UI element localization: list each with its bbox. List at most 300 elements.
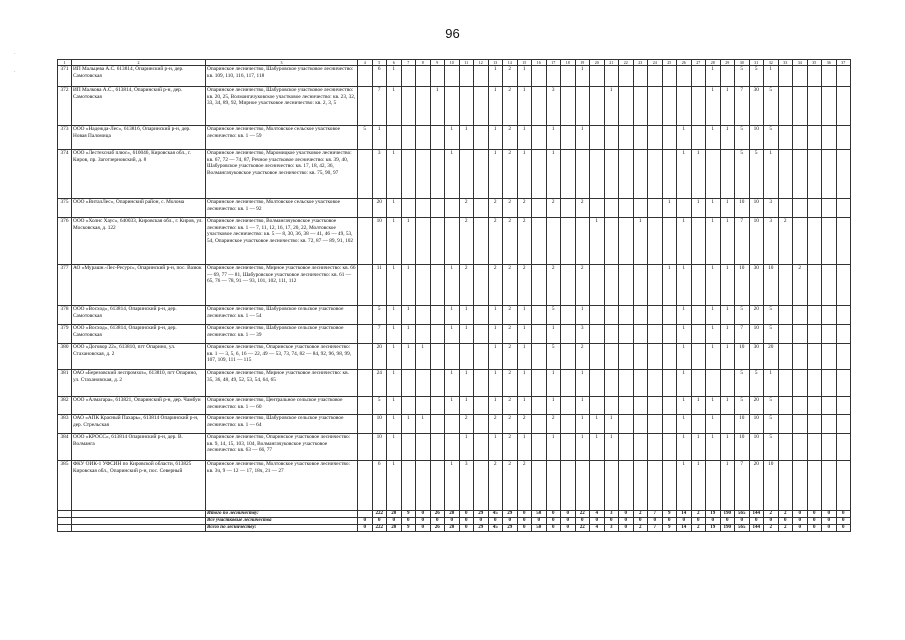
value-cell xyxy=(662,344,677,370)
value-cell: 1 xyxy=(764,66,779,87)
column-number-cell: 26 xyxy=(677,60,692,66)
value-cell xyxy=(807,218,822,265)
value-cell xyxy=(430,306,445,325)
value-cell xyxy=(807,150,822,199)
value-cell: 5 xyxy=(372,397,387,415)
value-cell xyxy=(633,199,648,218)
value-cell xyxy=(474,344,489,370)
value-cell xyxy=(532,344,547,370)
value-cell: 5 xyxy=(764,325,779,344)
value-cell xyxy=(720,415,735,434)
value-cell xyxy=(793,199,808,218)
value-cell xyxy=(648,415,663,434)
column-number-cell: 35 xyxy=(807,60,822,66)
value-cell: 1 xyxy=(590,218,605,265)
table-row xyxy=(58,461,851,511)
row-number-cell: 375 xyxy=(58,199,72,218)
totals-value-cell: 0 xyxy=(822,518,837,525)
value-cell xyxy=(807,370,822,397)
value-cell xyxy=(604,218,619,265)
value-cell xyxy=(561,199,576,218)
column-number-cell: 34 xyxy=(793,60,808,66)
value-cell xyxy=(358,87,373,126)
value-cell: 1 xyxy=(459,306,474,325)
value-cell xyxy=(619,415,634,434)
value-cell xyxy=(633,265,648,306)
value-cell: 10 xyxy=(735,265,750,306)
value-cell xyxy=(358,66,373,87)
value-cell: 1 xyxy=(459,126,474,150)
value-cell xyxy=(619,126,634,150)
totals-row xyxy=(58,525,851,532)
totals-value-cell: 22 xyxy=(575,525,590,532)
value-cell: 3 xyxy=(764,218,779,265)
value-cell: 1 xyxy=(706,199,721,218)
totals-value-cell: 4 xyxy=(590,525,605,532)
value-cell xyxy=(778,434,793,461)
totals-value-cell: 0 xyxy=(517,511,532,518)
organization-cell: ИП Мальцева А.С. 613814, Опаринский р-н, дер. Самотовская xyxy=(72,66,206,87)
value-cell xyxy=(401,370,416,397)
value-cell xyxy=(619,325,634,344)
organization-cell: ОАО «Березовский леспромхоз», 613810, пгт Опарино, ул. Стахановская, д. 2 xyxy=(72,370,206,397)
value-cell: 1 xyxy=(706,306,721,325)
forestry-description-cell: Опаринское лесничество, Мирное участковое лесничество: кв. 35, 36, 48, 49, 52, 53, 54, 64, 65 xyxy=(206,370,358,397)
value-cell xyxy=(778,150,793,199)
totals-value-cell: 0 xyxy=(836,525,851,532)
totals-value-cell: 222 xyxy=(372,511,387,518)
totals-blank-cell xyxy=(58,511,72,518)
totals-value-cell: 0 xyxy=(807,518,822,525)
table-row xyxy=(58,87,851,126)
value-cell: 30 xyxy=(749,344,764,370)
totals-value-cell: 565 xyxy=(735,525,750,532)
value-cell xyxy=(793,325,808,344)
totals-value-cell: 0 xyxy=(720,518,735,525)
value-cell xyxy=(793,126,808,150)
value-cell xyxy=(822,199,837,218)
value-cell xyxy=(561,66,576,87)
value-cell xyxy=(836,415,851,434)
totals-value-cell: 0 xyxy=(532,518,547,525)
value-cell xyxy=(474,199,489,218)
value-cell: 3 xyxy=(764,199,779,218)
value-cell: 10 xyxy=(735,344,750,370)
value-cell xyxy=(793,397,808,415)
page-number: 96 xyxy=(445,26,460,41)
value-cell: 1 xyxy=(720,434,735,461)
totals-value-cell: 20 xyxy=(387,511,402,518)
value-cell xyxy=(662,66,677,87)
value-cell xyxy=(648,150,663,199)
value-cell xyxy=(561,461,576,511)
value-cell xyxy=(648,87,663,126)
value-cell xyxy=(793,66,808,87)
value-cell: 2 xyxy=(459,265,474,306)
value-cell: 2 xyxy=(459,218,474,265)
value-cell xyxy=(648,126,663,150)
value-cell xyxy=(706,370,721,397)
value-cell: 2 xyxy=(517,218,532,265)
value-cell xyxy=(561,415,576,434)
column-number-cell: 1 xyxy=(58,60,72,66)
value-cell xyxy=(720,370,735,397)
column-number-cell: 24 xyxy=(648,60,663,66)
value-cell: 5 xyxy=(749,150,764,199)
value-cell: 5 xyxy=(764,397,779,415)
totals-value-cell: 7 xyxy=(648,525,663,532)
value-cell xyxy=(836,344,851,370)
value-cell: 10 xyxy=(749,415,764,434)
value-cell: 5 xyxy=(735,150,750,199)
value-cell xyxy=(836,66,851,87)
value-cell: 1 xyxy=(387,344,402,370)
value-cell xyxy=(662,126,677,150)
value-cell xyxy=(822,150,837,199)
column-number-cell: 31 xyxy=(749,60,764,66)
value-cell xyxy=(836,199,851,218)
value-cell: 2 xyxy=(546,265,561,306)
value-cell xyxy=(546,218,561,265)
value-cell xyxy=(662,370,677,397)
totals-value-cell: 0 xyxy=(619,511,634,518)
value-cell: 1 xyxy=(387,461,402,511)
totals-row xyxy=(58,511,851,518)
totals-value-cell: 0 xyxy=(793,511,808,518)
value-cell: 2 xyxy=(503,150,518,199)
value-cell: 1 xyxy=(575,126,590,150)
value-cell xyxy=(648,461,663,511)
value-cell xyxy=(822,370,837,397)
value-cell: 1 xyxy=(706,66,721,87)
value-cell: 1 xyxy=(546,434,561,461)
value-cell xyxy=(604,344,619,370)
value-cell xyxy=(619,199,634,218)
forestry-description-cell: Опаринское лесничество, Шабуровское сельское участковое лесничество: кв. 1 — 64 xyxy=(206,415,358,434)
value-cell xyxy=(662,397,677,415)
totals-value-cell: 29 xyxy=(474,525,489,532)
value-cell xyxy=(590,325,605,344)
value-cell xyxy=(358,415,373,434)
value-cell: 1 xyxy=(372,126,387,150)
value-cell: 7 xyxy=(735,325,750,344)
row-number-cell: 380 xyxy=(58,344,72,370)
value-cell: 1 xyxy=(590,434,605,461)
value-cell: 1 xyxy=(488,344,503,370)
value-cell xyxy=(619,150,634,199)
value-cell: 1 xyxy=(401,265,416,306)
value-cell xyxy=(633,306,648,325)
value-cell: 1 xyxy=(517,434,532,461)
value-cell xyxy=(474,434,489,461)
value-cell: 2 xyxy=(459,199,474,218)
value-cell: 2 xyxy=(503,325,518,344)
value-cell: 10 xyxy=(764,461,779,511)
value-cell xyxy=(793,87,808,126)
value-cell xyxy=(793,415,808,434)
value-cell xyxy=(619,218,634,265)
value-cell: 2 xyxy=(503,397,518,415)
organization-cell: ООО «Лестехснаб плюс», 610046, Кировская обл., г. Киров, пр. Заготзерновский, д. 8 xyxy=(72,150,206,199)
forestry-description-cell: Опаринское лесничество, Молтовское сельское участковое лесничество: кв. 1 — 59 xyxy=(206,126,358,150)
value-cell xyxy=(532,265,547,306)
value-cell: 1 xyxy=(401,218,416,265)
value-cell xyxy=(604,150,619,199)
table-row xyxy=(58,397,851,415)
value-cell: 1 xyxy=(575,397,590,415)
value-cell xyxy=(807,126,822,150)
value-cell xyxy=(691,265,706,306)
value-cell: 2 xyxy=(488,218,503,265)
value-cell: 1 xyxy=(488,397,503,415)
value-cell xyxy=(416,199,431,218)
row-number-cell: 382 xyxy=(58,397,72,415)
value-cell: 30 xyxy=(749,265,764,306)
value-cell xyxy=(807,87,822,126)
value-cell xyxy=(793,344,808,370)
totals-value-cell: 9 xyxy=(401,511,416,518)
value-cell: 5 xyxy=(749,370,764,397)
value-cell xyxy=(807,434,822,461)
value-cell: 1 xyxy=(387,397,402,415)
value-cell: 1 xyxy=(387,434,402,461)
value-cell xyxy=(822,461,837,511)
value-cell: 1 xyxy=(387,66,402,87)
table-row xyxy=(58,344,851,370)
value-cell xyxy=(633,344,648,370)
value-cell xyxy=(561,434,576,461)
value-cell xyxy=(778,265,793,306)
totals-value-cell: 50 xyxy=(532,525,547,532)
table-row xyxy=(58,218,851,265)
value-cell: 1 xyxy=(387,265,402,306)
totals-value-cell: 14 xyxy=(677,525,692,532)
value-cell xyxy=(662,434,677,461)
value-cell: 5 xyxy=(372,306,387,325)
totals-value-cell: 0 xyxy=(387,518,402,525)
forestry-description-cell: Опаринское лесничество, Шабуровское участковое лесничество: кв. 20, 25, Волмангачуковское участковое лесничество: кв. 23, 32, 33, 34, 89, 92, Мирное участковое лесничество: кв. 2, 3, 5 xyxy=(206,87,358,126)
totals-value-cell: 26 xyxy=(430,511,445,518)
column-number-cell: 16 xyxy=(532,60,547,66)
value-cell xyxy=(604,126,619,150)
forestry-description-cell: Опаринское лесничество, Опаринское участковое лесничество: кв. 1 — 3, 5, 6, 16 — 22, 49 — 53, 73, 74, 82 — 84, 92, 96, 98, 99, 107, 109, 111 — 115 xyxy=(206,344,358,370)
totals-value-cell: 0 xyxy=(604,518,619,525)
value-cell: 1 xyxy=(706,434,721,461)
column-number-cell: 10 xyxy=(445,60,460,66)
value-cell: 1 xyxy=(706,397,721,415)
totals-value-cell: 0 xyxy=(619,525,634,532)
totals-value-cell: 3 xyxy=(604,525,619,532)
column-number-cell: 17 xyxy=(546,60,561,66)
totals-blank-cell xyxy=(72,511,206,518)
value-cell: 1 xyxy=(662,265,677,306)
value-cell xyxy=(807,397,822,415)
value-cell: 1 xyxy=(517,306,532,325)
value-cell xyxy=(590,461,605,511)
value-cell xyxy=(633,325,648,344)
totals-value-cell: 0 xyxy=(807,511,822,518)
value-cell: 1 xyxy=(445,306,460,325)
value-cell: 1 xyxy=(445,126,460,150)
value-cell: 1 xyxy=(445,370,460,397)
value-cell: 5 xyxy=(764,415,779,434)
row-number-cell: 377 xyxy=(58,265,72,306)
totals-value-cell: 0 xyxy=(401,518,416,525)
totals-value-cell: 144 xyxy=(749,525,764,532)
value-cell xyxy=(619,265,634,306)
table-row xyxy=(58,306,851,325)
column-number-cell: 11 xyxy=(459,60,474,66)
totals-value-cell: 4 xyxy=(590,511,605,518)
value-cell xyxy=(546,66,561,87)
value-cell: 1 xyxy=(706,344,721,370)
value-cell: 1 xyxy=(720,325,735,344)
value-cell xyxy=(401,397,416,415)
value-cell: 1 xyxy=(720,344,735,370)
value-cell xyxy=(430,397,445,415)
value-cell xyxy=(648,397,663,415)
value-cell: 5 xyxy=(735,306,750,325)
value-cell xyxy=(358,434,373,461)
value-cell: 1 xyxy=(706,218,721,265)
totals-value-cell: 0 xyxy=(793,518,808,525)
value-cell: 1 xyxy=(445,397,460,415)
value-cell: 20 xyxy=(372,344,387,370)
value-cell: 1 xyxy=(720,265,735,306)
value-cell xyxy=(445,199,460,218)
value-cell: 1 xyxy=(575,66,590,87)
value-cell xyxy=(677,87,692,126)
organization-cell: ИП Малкова А.С., 613814, Опаринский р-н, дер. Самотовская xyxy=(72,87,206,126)
value-cell: 20 xyxy=(372,199,387,218)
forestry-description-cell: Опаринское лесничество, Мирное участковое лесничество: кв. 66 — 69, 77 — 81, Шабуровское участковое лесничество: кв. 61 — 65, 76 — 78, 91 — 93, 101, 102, 111, 112 xyxy=(206,265,358,306)
value-cell: 1 xyxy=(401,415,416,434)
value-cell xyxy=(474,218,489,265)
totals-value-cell: 0 xyxy=(691,518,706,525)
value-cell xyxy=(561,370,576,397)
value-cell xyxy=(822,265,837,306)
totals-value-cell: 0 xyxy=(836,511,851,518)
value-cell: 1 xyxy=(387,218,402,265)
totals-value-cell: 0 xyxy=(822,525,837,532)
value-cell xyxy=(706,150,721,199)
value-cell xyxy=(532,199,547,218)
forestry-description-cell: Опаринское лесничество, Волмангачуковское участковое лесничество: кв. 1 — 7, 11, 12, 16, 17, 20, 22, Молтовское участковое лесничество: кв. 5 — 8, 30, 36, 38 — 41, 46 — 49, 53, 54, Опаринское участковое лесничество: кв. 72, 87 — 89, 91, 102 xyxy=(206,218,358,265)
value-cell xyxy=(358,344,373,370)
forest-register-table-container xyxy=(57,59,844,532)
value-cell: 10 xyxy=(735,434,750,461)
value-cell: 7 xyxy=(735,218,750,265)
value-cell xyxy=(590,150,605,199)
column-number-cell: 7 xyxy=(401,60,416,66)
value-cell xyxy=(474,126,489,150)
totals-value-cell: 45 xyxy=(488,511,503,518)
value-cell: 2 xyxy=(517,461,532,511)
value-cell xyxy=(575,87,590,126)
totals-value-cell: 29 xyxy=(474,511,489,518)
totals-value-cell: 0 xyxy=(590,518,605,525)
table-row xyxy=(58,199,851,218)
value-cell: 2 xyxy=(546,415,561,434)
value-cell xyxy=(619,461,634,511)
totals-blank-cell xyxy=(58,525,72,532)
value-cell: 20 xyxy=(749,461,764,511)
value-cell: 10 xyxy=(749,325,764,344)
value-cell xyxy=(445,66,460,87)
value-cell xyxy=(416,265,431,306)
table-row xyxy=(58,370,851,397)
table-row xyxy=(58,126,851,150)
organization-cell: ООО «КРОСС», 613814 Опаринский р-н, дер. В. Волманга xyxy=(72,434,206,461)
value-cell: 5 xyxy=(735,370,750,397)
value-cell xyxy=(401,199,416,218)
value-cell: 20 xyxy=(749,397,764,415)
totals-value-cell: 20 xyxy=(387,525,402,532)
value-cell: 1 xyxy=(706,325,721,344)
totals-value-cell: 0 xyxy=(561,518,576,525)
value-cell: 2 xyxy=(503,415,518,434)
value-cell: 1 xyxy=(720,397,735,415)
value-cell: 1 xyxy=(445,150,460,199)
value-cell: 1 xyxy=(488,325,503,344)
value-cell: 1 xyxy=(677,461,692,511)
totals-value-cell: 2 xyxy=(764,511,779,518)
value-cell xyxy=(604,325,619,344)
value-cell: 2 xyxy=(575,265,590,306)
column-number-cell: 5 xyxy=(372,60,387,66)
row-number-cell: 384 xyxy=(58,434,72,461)
value-cell: 2 xyxy=(488,199,503,218)
value-cell: 1 xyxy=(517,87,532,126)
row-number-cell: 373 xyxy=(58,126,72,150)
value-cell xyxy=(604,199,619,218)
value-cell xyxy=(459,344,474,370)
value-cell xyxy=(358,370,373,397)
value-cell xyxy=(648,265,663,306)
value-cell: 1 xyxy=(546,397,561,415)
value-cell: 1 xyxy=(488,87,503,126)
value-cell xyxy=(619,66,634,87)
value-cell xyxy=(807,265,822,306)
value-cell xyxy=(604,370,619,397)
value-cell xyxy=(430,199,445,218)
value-cell xyxy=(778,87,793,126)
value-cell xyxy=(561,397,576,415)
value-cell: 1 xyxy=(546,150,561,199)
value-cell xyxy=(575,461,590,511)
scan-mark: · xyxy=(14,70,16,75)
value-cell: 1 xyxy=(691,150,706,199)
value-cell: 2 xyxy=(517,265,532,306)
organization-cell: ООО «Восход», 613814, Опаринский р-н, дер. Самотовская xyxy=(72,306,206,325)
value-cell xyxy=(401,434,416,461)
value-cell: 2 xyxy=(517,199,532,218)
value-cell xyxy=(474,66,489,87)
value-cell: 2 xyxy=(488,415,503,434)
totals-label-cell: Итого по лесничеству: xyxy=(206,511,358,518)
value-cell: 1 xyxy=(604,87,619,126)
value-cell xyxy=(474,265,489,306)
value-cell: 2 xyxy=(793,265,808,306)
value-cell: 10 xyxy=(735,199,750,218)
value-cell: 3 xyxy=(546,87,561,126)
value-cell: 10 xyxy=(372,218,387,265)
value-cell xyxy=(822,415,837,434)
value-cell xyxy=(590,66,605,87)
value-cell: 1 xyxy=(387,87,402,126)
value-cell: 1 xyxy=(488,370,503,397)
value-cell xyxy=(590,199,605,218)
